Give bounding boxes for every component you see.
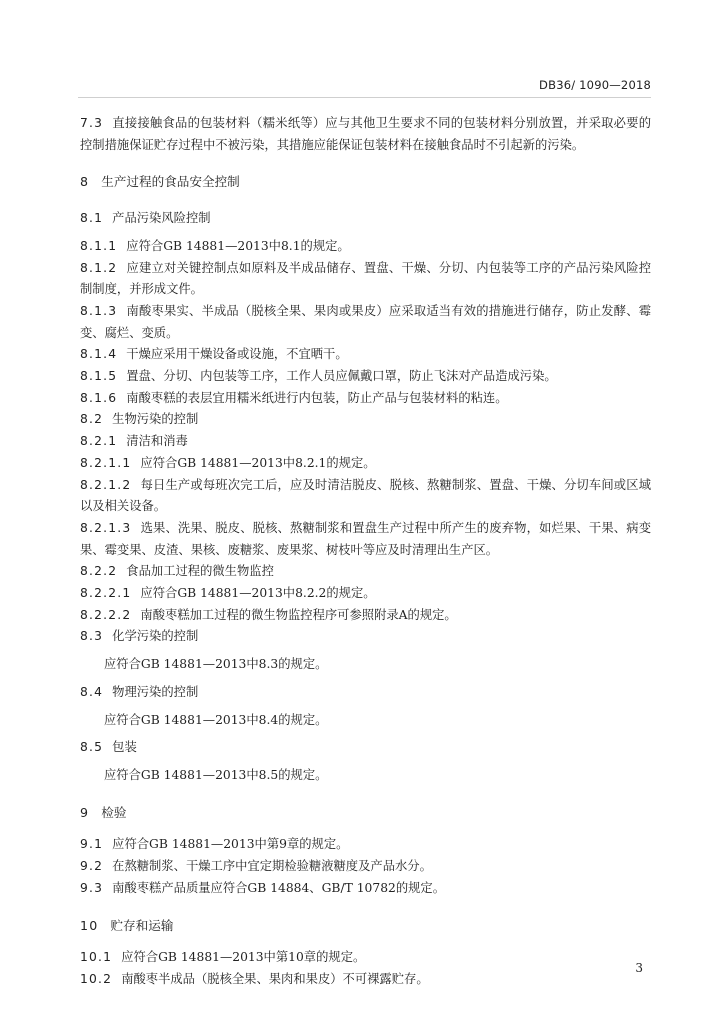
clause-number: 9.3	[80, 880, 104, 895]
clause-number: 8.1.5	[80, 369, 118, 384]
section-title: 清洁和消毒	[126, 434, 188, 449]
clause-text: 选果、洗果、脱皮、脱核、熬糖制浆和置盘生产过程中所产生的废弃物，如烂果、干果、病变果、霉变果、皮渣、果核、废糖浆、废果浆、树枝叶等应及时清理出生产区。	[80, 520, 651, 557]
section-number: 8.4	[80, 684, 104, 699]
clause-8-1-1	[80, 236, 651, 258]
section-8-5-heading	[80, 737, 651, 759]
chapter-title: 贮存和运输	[110, 917, 174, 933]
clause-number: 8.1.4	[80, 347, 118, 362]
chapter-number: 8	[80, 174, 90, 190]
clause-8-1-5	[80, 366, 651, 388]
section-title: 物理污染的控制	[112, 684, 199, 699]
clause-text: 应符合GB 14881—2013中第9章的规定。	[112, 837, 349, 852]
section-number: 8.3	[80, 629, 104, 644]
section-8-4-heading	[80, 682, 651, 704]
clause-text: 应符合GB 14881—2013中8.2.2的规定。	[140, 586, 376, 601]
clause-text: 每日生产或每班次完工后，应及时清洁脱皮、脱核、熬糖制浆、置盘、干燥、分切车间或区域以及相关设备。	[80, 477, 651, 514]
clause-number: 8.2.2.1	[80, 586, 132, 601]
clause-text: 应符合GB 14881—2013中8.2.1的规定。	[140, 455, 376, 470]
section-8-5-text: 应符合GB 14881—2013中8.5的规定。	[104, 767, 328, 782]
section-8-2-heading	[80, 409, 651, 431]
clause-number: 9.2	[80, 859, 104, 874]
chapter-8-heading	[80, 171, 651, 193]
chapter-title: 生产过程的食品安全控制	[101, 174, 240, 190]
clause-number: 7.3	[80, 116, 104, 130]
clause-text: 直接接触食品的包装材料（糯米纸等）应与其他卫生要求不同的包装材料分别放置，并采取必要的控制措施保证贮存过程中不被污染，其措施应能保证包装材料在接触食品时不引起新的污染。	[80, 116, 651, 152]
clause-9-1	[80, 834, 651, 856]
chapter-number: 10	[80, 917, 99, 933]
clause-8-2-2-1	[80, 583, 651, 605]
section-title: 包装	[112, 740, 137, 755]
clause-text: 南酸枣糕的表层宜用糯米纸进行内包装，防止产品与包装材料的粘连。	[126, 390, 508, 405]
clause-9-3	[80, 878, 651, 900]
clause-number: 8.1.6	[80, 390, 118, 405]
clause-number: 8.2.2.2	[80, 607, 132, 622]
section-8-1-heading	[80, 208, 651, 230]
clause-text: 应符合GB 14881—2013中8.1的规定。	[126, 238, 350, 253]
section-title: 生物污染的控制	[112, 412, 199, 427]
section-8-3-text: 应符合GB 14881—2013中8.3的规定。	[104, 657, 328, 672]
clause-8-1-3	[80, 301, 651, 344]
chapter-9-heading	[80, 802, 651, 824]
clause-8-1-4	[80, 344, 651, 366]
page-body	[80, 113, 651, 991]
section-title: 化学污染的控制	[112, 629, 199, 644]
chapter-10-heading	[80, 915, 651, 937]
clause-8-2-1-3	[80, 518, 651, 561]
section-title: 产品污染风险控制	[112, 211, 211, 226]
clause-8-2-1-1	[80, 453, 651, 475]
clause-number: 9.1	[80, 837, 104, 852]
clause-8-1-6	[80, 388, 651, 410]
clause-8-1-2	[80, 258, 651, 301]
clause-text: 干燥应采用干燥设备或设施，不宜晒干。	[126, 347, 348, 362]
section-8-2-1-heading	[80, 431, 651, 453]
clause-7-3	[80, 113, 651, 156]
clause-text: 南酸枣半成品（脱核全果、果肉和果皮）不可裸露贮存。	[121, 971, 429, 986]
clause-text: 南酸枣糕加工过程的微生物监控程序可参照附录A的规定。	[140, 607, 457, 622]
clause-number: 8.2.1.2	[80, 477, 132, 492]
clause-8-2-2-2	[80, 605, 651, 627]
clause-number: 10.2	[80, 971, 113, 986]
clause-text: 应建立对关键控制点如原料及半成品储存、置盘、干燥、分切、内包装等工序的产品污染风险控制制度，并形成文件。	[80, 260, 651, 297]
clause-text: 在熬糖制浆、干燥工序中宜定期检验糖液糖度及产品水分。	[112, 859, 432, 874]
section-number: 8.5	[80, 740, 104, 755]
section-number: 8.2	[80, 412, 104, 427]
clause-text: 南酸枣果实、半成品（脱核全果、果肉或果皮）应采取适当有效的措施进行储存，防止发酵、霉变、腐烂、变质。	[80, 303, 651, 340]
clause-number: 8.2.1.3	[80, 520, 132, 535]
section-number: 8.1	[80, 211, 104, 226]
clause-text: 应符合GB 14881—2013中第10章的规定。	[121, 950, 366, 965]
clause-number: 8.1.2	[80, 260, 118, 275]
chapter-number: 9	[80, 804, 90, 820]
section-8-2-2-heading	[80, 561, 651, 583]
clause-number: 8.2.1.1	[80, 455, 132, 470]
clause-9-2	[80, 856, 651, 878]
section-title: 食品加工过程的微生物监控	[126, 564, 274, 579]
chapter-title: 检验	[101, 804, 127, 820]
document-code: DB36/ 1090—2018	[539, 78, 651, 92]
clause-8-2-1-2	[80, 475, 651, 518]
clause-text: 置盘、分切、内包装等工序，工作人员应佩戴口罩，防止飞沫对产品造成污染。	[126, 369, 557, 384]
clause-10-1	[80, 947, 651, 969]
header-divider	[78, 97, 651, 98]
section-number: 8.2.2	[80, 564, 118, 579]
clause-10-2	[80, 969, 651, 991]
clause-text: 南酸枣糕产品质量应符合GB 14884、GB/T 10782的规定。	[112, 880, 446, 895]
clause-number: 8.1.3	[80, 303, 118, 318]
clause-number: 10.1	[80, 950, 113, 965]
page-number: 3	[635, 961, 643, 975]
section-8-3-heading	[80, 626, 651, 648]
section-number: 8.2.1	[80, 434, 118, 449]
clause-number: 8.1.1	[80, 238, 118, 253]
section-8-4-text: 应符合GB 14881—2013中8.4的规定。	[104, 712, 328, 727]
